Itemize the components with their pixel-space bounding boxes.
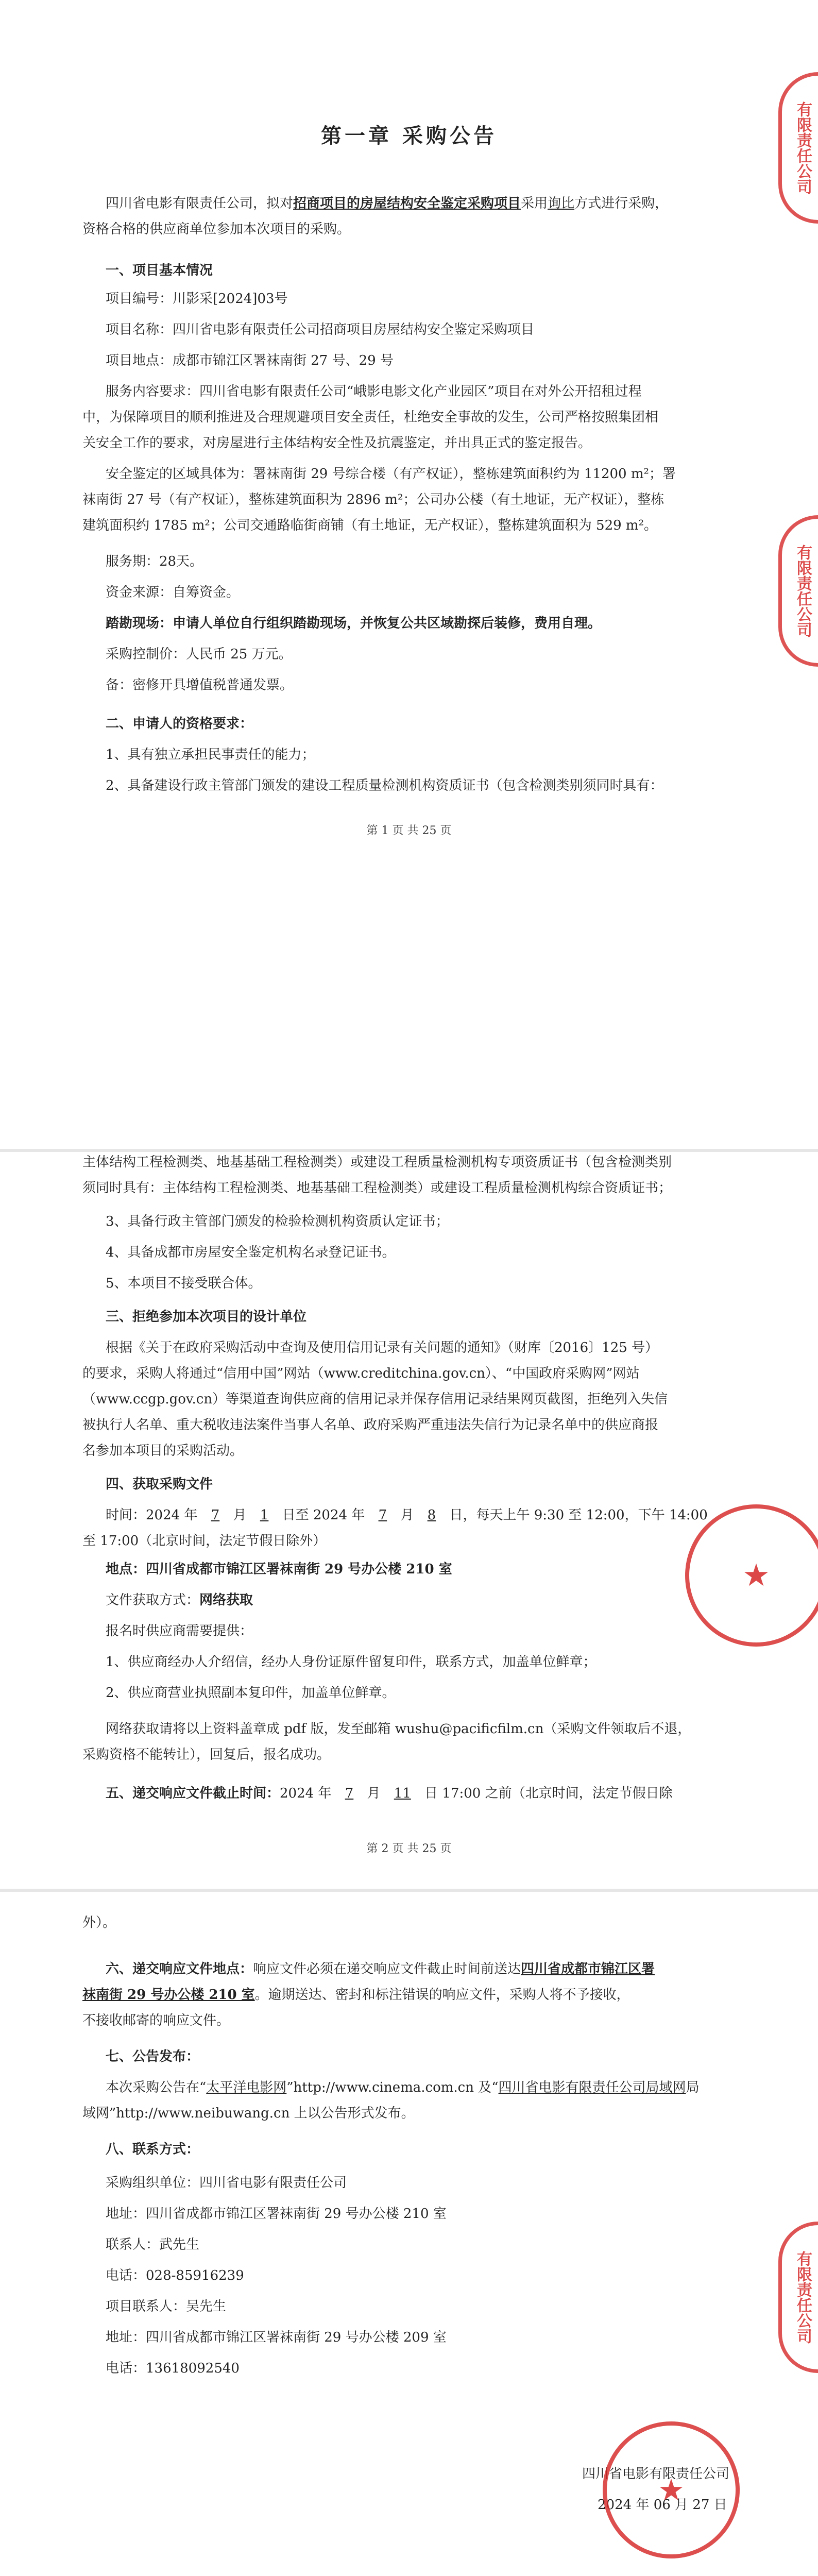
time-label: 时间： bbox=[106, 1507, 146, 1523]
submit-line-2 bbox=[82, 1985, 630, 2005]
project-name: 项目名称：四川省电影有限责任公司招商项目房屋结构安全鉴定采购项目 bbox=[106, 322, 535, 337]
deadline-month: 7 bbox=[345, 1786, 354, 1801]
req-2: 2、具备建设行政主管部门颁发的建设工程质量检测机构资质证书（包含检测类别须同时具有： bbox=[106, 778, 663, 793]
credit-line-4: 被执行人名单、重大税收违法案件当事人名单、政府采购严重违法失信行为记录名单中的供应商报 bbox=[82, 1417, 659, 1433]
project-address-2: 地址：四川省成都市锦江区署袜南街 29 号办公楼 209 室 bbox=[106, 2330, 447, 2345]
invoice-note: 备：密修开具增值税普通发票。 bbox=[106, 677, 294, 693]
page-footer-1: 第 1 页 共 25 页 bbox=[366, 824, 452, 837]
section-4-heading: 四、获取采购文件 bbox=[106, 1477, 213, 1492]
edge-seal-1: 有限责任公司 bbox=[778, 72, 818, 224]
month-1: 7 bbox=[211, 1507, 220, 1523]
month-2: 7 bbox=[378, 1507, 387, 1523]
obtain-time-line-2: 至 17:00（北京时间，法定节假日除外） bbox=[82, 1533, 327, 1549]
submit-rest: 。逾期送达、密封和标注错误的响应文件，采购人将不予接收， bbox=[254, 1987, 630, 2003]
section-1-heading: 一、项目基本情况 bbox=[106, 263, 213, 278]
time-rest: 日，每天上午 9:30 至 12:00，下午 14:00 bbox=[449, 1507, 708, 1523]
page-title: 第一章 采购公告 bbox=[321, 124, 497, 148]
service-period: 服务期：28天。 bbox=[106, 554, 203, 569]
section-8-heading: 八、联系方式： bbox=[106, 2142, 200, 2157]
deadline-year: 2024 bbox=[280, 1786, 314, 1801]
publish-line-1: 本次采购公告在“太平洋电影网”http://www.cinema.com.cn 及“四川省电影有限责任公司局域网局 bbox=[106, 2080, 700, 2095]
page-1 bbox=[0, 0, 818, 1149]
submit-line-3: 不接收邮寄的响应文件。 bbox=[82, 2013, 230, 2028]
project-address: 项目地点：成都市锦江区署袜南街 27 号、29 号 bbox=[106, 353, 394, 368]
sign-date: 2024 年 06 月 27 日 bbox=[598, 2497, 727, 2513]
year-2: 2024 bbox=[313, 1507, 348, 1523]
page-footer-2: 第 2 页 共 25 页 bbox=[366, 1842, 452, 1855]
section-2-heading: 二、申请人的资格要求： bbox=[106, 716, 253, 732]
project-contact: 项目联系人：吴先生 bbox=[106, 2299, 227, 2314]
sign-org: 四川省电影有限责任公司 bbox=[582, 2466, 730, 2482]
submit-line-1: 六、递交响应文件地点：响应文件必须在递交响应文件截止时间前送达四川省成都市锦江区署 bbox=[106, 1961, 655, 1977]
day-2: 8 bbox=[427, 1507, 436, 1523]
req-2-cont-1: 主体结构工程检测类、地基基础工程检测类）或建设工程质量检测机构专项资质证书（包含检测类别 bbox=[82, 1155, 672, 1170]
submit-addr-2: 袜南街 29 号办公楼 210 室 bbox=[82, 1987, 255, 2003]
deadline: 五、递交响应文件截止时间：2024 年 7 月 11 日 17:00 之前（北京时间，法定节假日除 bbox=[106, 1786, 673, 1801]
online-note-1: 网络获取请将以上资料盖章成 pdf 版，发至邮箱 wushu@pacificfilm.cn（采购文件领取后不退， bbox=[106, 1721, 691, 1737]
section-7-heading: 七、公告发布： bbox=[106, 2049, 200, 2064]
credit-line-1: 根据《关于在政府采购活动中查询及使用信用记录有关问题的通知》（财库〔2016〕125 号） bbox=[106, 1340, 659, 1355]
intro-line-2: 资格合格的供应商单位参加本次项目的采购。 bbox=[82, 222, 351, 237]
method-value: 网络获取 bbox=[199, 1592, 253, 1608]
submit-addr-1: 四川省成都市锦江区署 bbox=[521, 1961, 655, 1977]
intro-org: 四川省电影有限责任公司 bbox=[106, 196, 253, 211]
company-seal-2 bbox=[685, 1504, 818, 1647]
site-link-2[interactable]: 四川省电影有限责任公司局域网 bbox=[498, 2080, 686, 2095]
day-1: 1 bbox=[260, 1507, 269, 1523]
section-3-heading: 三、拒绝参加本次项目的设计单位 bbox=[106, 1309, 307, 1325]
buyer-org: 采购组织单位：四川省电影有限责任公司 bbox=[106, 2175, 347, 2191]
credit-line-5: 名参加本项目的采购活动。 bbox=[82, 1443, 244, 1459]
req-1: 1、具有独立承担民事责任的能力； bbox=[106, 747, 315, 762]
obtain-time: 时间：2024 年 7 月 1 日至 2024 年 7 月 8 日，每天上午 9:30 至 12:00，下午 14:00 bbox=[106, 1507, 708, 1523]
req-3: 3、具备行政主管部门颁发的检验检测机构资质认定证书； bbox=[106, 1214, 449, 1229]
company-seal-3 bbox=[603, 2421, 740, 2558]
area-line-2: 袜南街 27 号（有产权证），整栋建筑面积为 2896 m²；公司办公楼（有土地证，无产权证），整栋 bbox=[82, 492, 664, 507]
section-6-heading: 六、递交响应文件地点： bbox=[106, 1961, 253, 1977]
req-5: 5、本项目不接受联合体。 bbox=[106, 1276, 262, 1291]
scope-line-1: 服务内容要求：四川省电影有限责任公司“峨影电影文化产业园区”项目在对外公开招租过程 bbox=[106, 384, 642, 399]
area-line-1: 安全鉴定的区域具体为：署袜南街 29 号综合楼（有产权证），整栋建筑面积约为 11200 m²；署 bbox=[106, 466, 676, 482]
edge-seal-1b: 有限责任公司 bbox=[778, 515, 818, 667]
area-line-3: 建筑面积约 1785 m²；公司交通路临街商铺（有土地证，无产权证），整栋建筑面积为 529 m²。 bbox=[82, 518, 658, 533]
provide-2: 2、供应商营业执照副本复印件，加盖单位鲜章。 bbox=[106, 1685, 396, 1701]
svg-text:★: ★ bbox=[658, 2472, 685, 2507]
intro-line-1: 四川省电影有限责任公司，拟对招商项目的房屋结构安全鉴定采购项目采用询比方式进行采购， bbox=[106, 196, 669, 211]
credit-line-3: （www.ccgp.gov.cn）等渠道查询供应商的信用记录并保存信用记录结果网页截图，拒绝列入失信 bbox=[82, 1392, 668, 1407]
site-link-1[interactable]: 太平洋电影网 bbox=[206, 2080, 287, 2095]
deadline-tail: 外）。 bbox=[82, 1915, 116, 1930]
edge-seal-3: 有限责任公司 bbox=[778, 2222, 818, 2373]
scope-line-2: 中，为保障项目的顺利推进及合理规避项目安全责任，杜绝安全事故的发生，公司严格按照集团相 bbox=[82, 410, 659, 425]
project-code: 项目编号：川影采[2024]03号 bbox=[106, 291, 288, 307]
contact-person: 联系人：武先生 bbox=[106, 2237, 200, 2252]
year-1: 2024 bbox=[146, 1507, 180, 1523]
funds-source: 资金来源：自筹资金。 bbox=[106, 585, 240, 600]
provide-1: 1、供应商经办人介绍信，经办人身份证原件留复印件，联系方式，加盖单位鲜章； bbox=[106, 1654, 597, 1670]
section-5-heading: 五、递交响应文件截止时间： bbox=[106, 1786, 280, 1801]
method-label: 文件获取方式： bbox=[106, 1592, 200, 1608]
online-note-2: 采购资格不能转让），回复后，报名成功。 bbox=[82, 1747, 331, 1762]
svg-text:★: ★ bbox=[742, 1557, 770, 1594]
control-price: 采购控制价：人民币 25 万元。 bbox=[106, 647, 292, 662]
scope-line-3: 关安全工作的要求，对房屋进行主体结构安全性及抗震鉴定，并出具正式的鉴定报告。 bbox=[82, 435, 592, 451]
obtain-method bbox=[106, 1590, 253, 1611]
publish-line-2: 域网”http://www.neibuwang.cn 上以公告形式发布。 bbox=[82, 2106, 415, 2121]
page-2b bbox=[0, 1719, 818, 1889]
contact-tel: 电话：028-85916239 bbox=[106, 2268, 244, 2283]
credit-line-2: 的要求，采购人将通过“信用中国”网站（www.creditchina.gov.cn）、“中国政府采购网”网站 bbox=[82, 1366, 640, 1381]
req-2-cont-2: 须同时具有：主体结构工程检测类、地基基础工程检测类）或建设工程质量检测机构综合资质证书； bbox=[82, 1180, 672, 1196]
intro-project-name: 招商项目的房屋结构安全鉴定采购项目 bbox=[293, 196, 521, 211]
project-tel: 电话：13618092540 bbox=[106, 2361, 240, 2376]
register-note: 报名时供应商需要提供： bbox=[106, 1623, 253, 1639]
intro-method: 询比 bbox=[548, 196, 575, 211]
obtain-place: 地点：四川省成都市锦江区署袜南街 29 号办公楼 210 室 bbox=[106, 1562, 452, 1577]
deadline-day: 11 bbox=[394, 1786, 411, 1801]
req-4: 4、具备成都市房屋安全鉴定机构名录登记证书。 bbox=[106, 1245, 396, 1260]
buyer-address: 地址：四川省成都市锦江区署袜南街 29 号办公楼 210 室 bbox=[106, 2206, 447, 2222]
deadline-rest: 日 17:00 之前（北京时间，法定节假日除 bbox=[424, 1786, 673, 1801]
site-survey: 踏勘现场：申请人单位自行组织踏勘现场，并恢复公共区域勘探后装修，费用自理。 bbox=[106, 616, 602, 631]
